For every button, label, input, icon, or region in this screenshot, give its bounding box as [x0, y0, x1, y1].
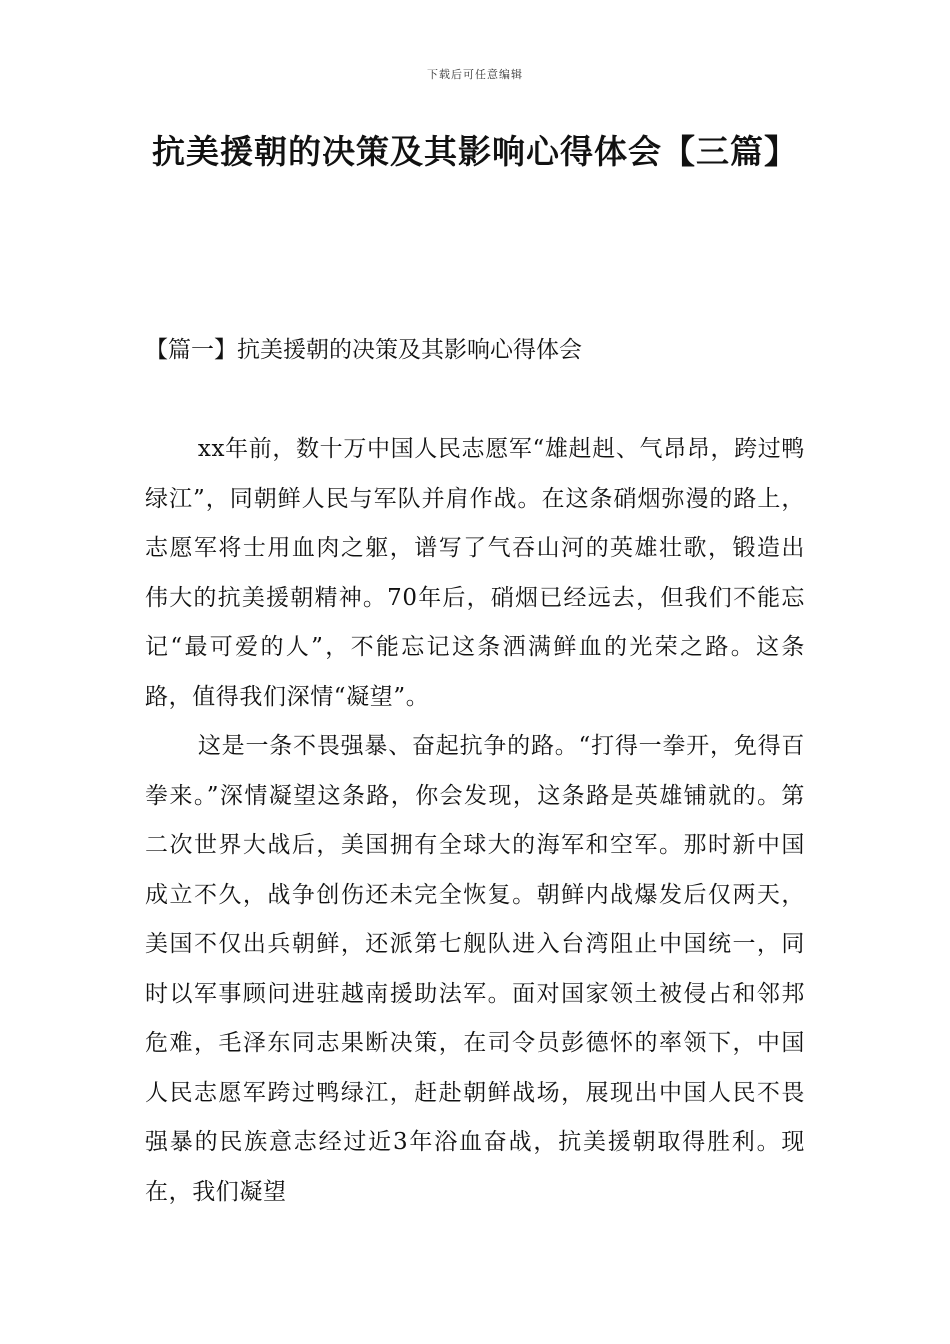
body-paragraph-1: xx年前，数十万中国人民志愿军“雄赳赳、气昂昂，跨过鸭绿江”，同朝鲜人民与军队并肩作战。在这条硝烟弥漫的路上，志愿军将士用血肉之躯，谱写了气吞山河的英雄壮歌，锻造出伟大的抗美援朝精神。70年后，硝烟已经远去，但我们不能忘记“最可爱的人”，不能忘记这条洒满鲜血的光荣之路。这条路，值得我们深情“凝望”。: [145, 436, 805, 710]
page-header-note: 下载后可任意编辑: [427, 68, 523, 81]
document-body: [145, 425, 805, 1217]
document-title: 抗美援朝的决策及其影响心得体会【三篇】: [152, 132, 798, 171]
section-heading: 【篇一】抗美援朝的决策及其影响心得体会: [145, 337, 582, 363]
body-paragraph-2: 这是一条不畏强暴、奋起抗争的路。“打得一拳开，免得百拳来。”深情凝望这条路，你会发现，这条路是英雄铺就的。第二次世界大战后，美国拥有全球大的海军和空军。那时新中国成立不久，战争创伤还未完全恢复。朝鲜内战爆发后仅两天，美国不仅出兵朝鲜，还派第七舰队进入台湾阻止中国统一，同时以军事顾问进驻越南援助法军。面对国家领土被侵占和邻邦危难，毛泽东同志果断决策，在司令员彭德怀的率领下，中国人民志愿军跨过鸭绿江，赶赴朝鲜战场，展现出中国人民不畏强暴的民族意志经过近3年浴血奋战，抗美援朝取得胜利。现在，我们凝望: [145, 733, 805, 1205]
